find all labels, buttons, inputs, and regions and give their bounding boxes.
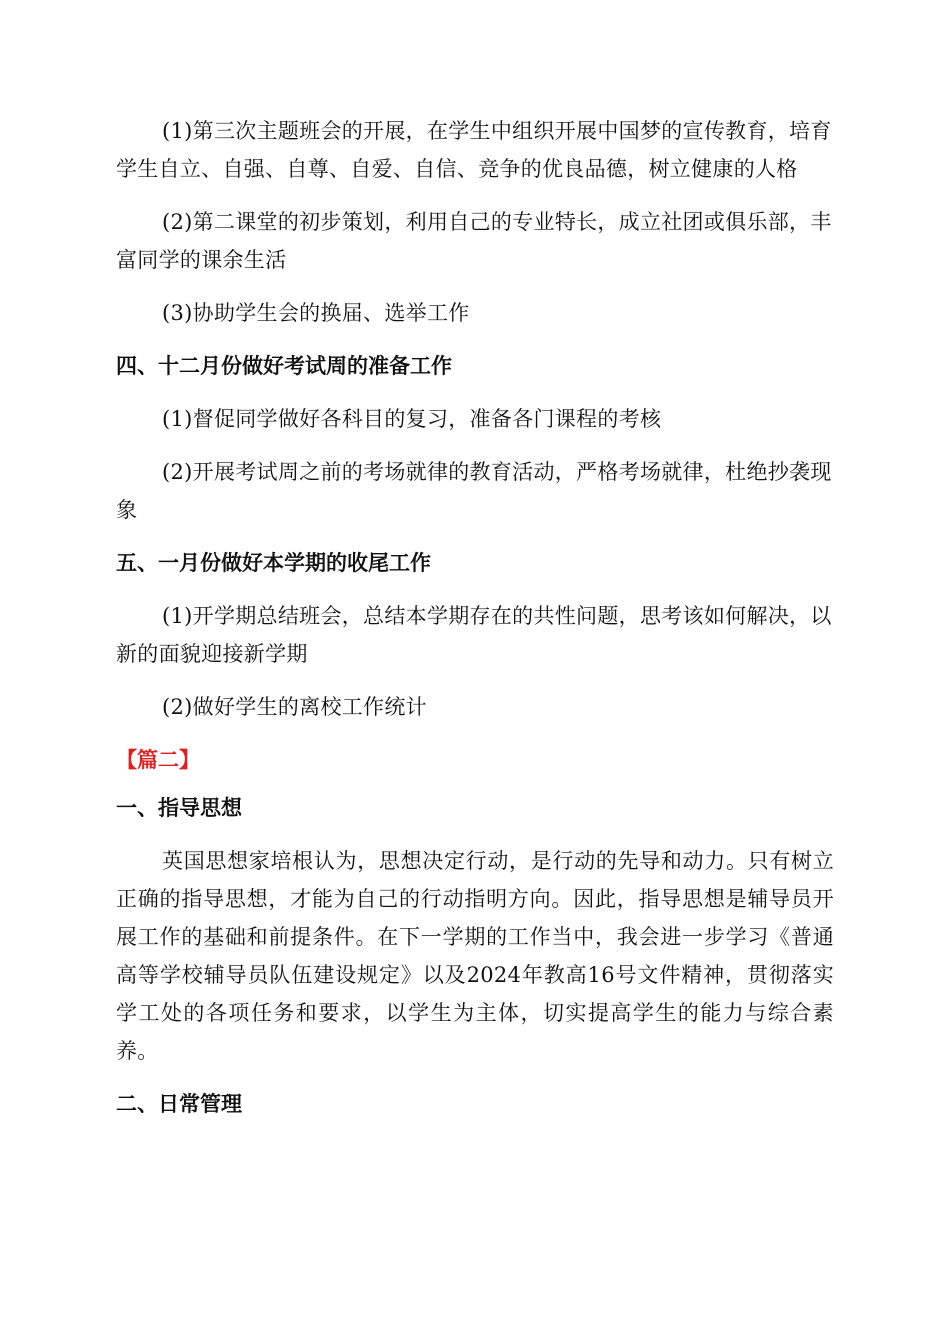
section-heading: 四、十二月份做好考试周的准备工作 xyxy=(116,354,452,378)
list-item: (2)第二课堂的初步策划，利用自己的专业特长，成立社团或俱乐部，丰富同学的课余生活 xyxy=(116,210,832,272)
body-paragraph: 英国思想家培根认为，思想决定行动，是行动的先导和动力。只有树立正确的指导思想，才能为自己的行动指明方向。因此，指导思想是辅导员开展工作的基础和前提条件。在下一学期的工作当中，我会进一步学习《普通高等学校辅导员队伍建设规定》以及2024年教高16号文件精神，贯彻落实学工处的各项任务和要求，以学生为主体，切实提高学生的能力与综合素养。 xyxy=(116,849,834,1063)
list-item: (3)协助学生会的换届、选举工作 xyxy=(162,301,470,325)
list-item: (2)做好学生的离校工作统计 xyxy=(162,695,427,719)
list-item: (1)第三次主题班会的开展，在学生中组织开展中国梦的宣传教育，培育学生自立、自强、自尊、自爱、自信、竞争的优良品德，树立健康的人格 xyxy=(116,119,832,181)
list-item: (2)开展考试周之前的考场就律的教育活动，严格考场就律，杜绝抄袭现象 xyxy=(116,460,832,522)
section-heading: 一、指导思想 xyxy=(116,796,242,820)
section-heading: 五、一月份做好本学期的收尾工作 xyxy=(116,551,431,575)
document-page xyxy=(116,112,834,1138)
chapter-title: 【篇二】 xyxy=(116,748,200,772)
section-heading: 二、日常管理 xyxy=(116,1092,242,1116)
list-item: (1)督促同学做好各科目的复习，准备各门课程的考核 xyxy=(162,407,662,431)
list-item: (1)开学期总结班会，总结本学期存在的共性问题，思考该如何解决，以新的面貌迎接新学期 xyxy=(116,604,832,666)
